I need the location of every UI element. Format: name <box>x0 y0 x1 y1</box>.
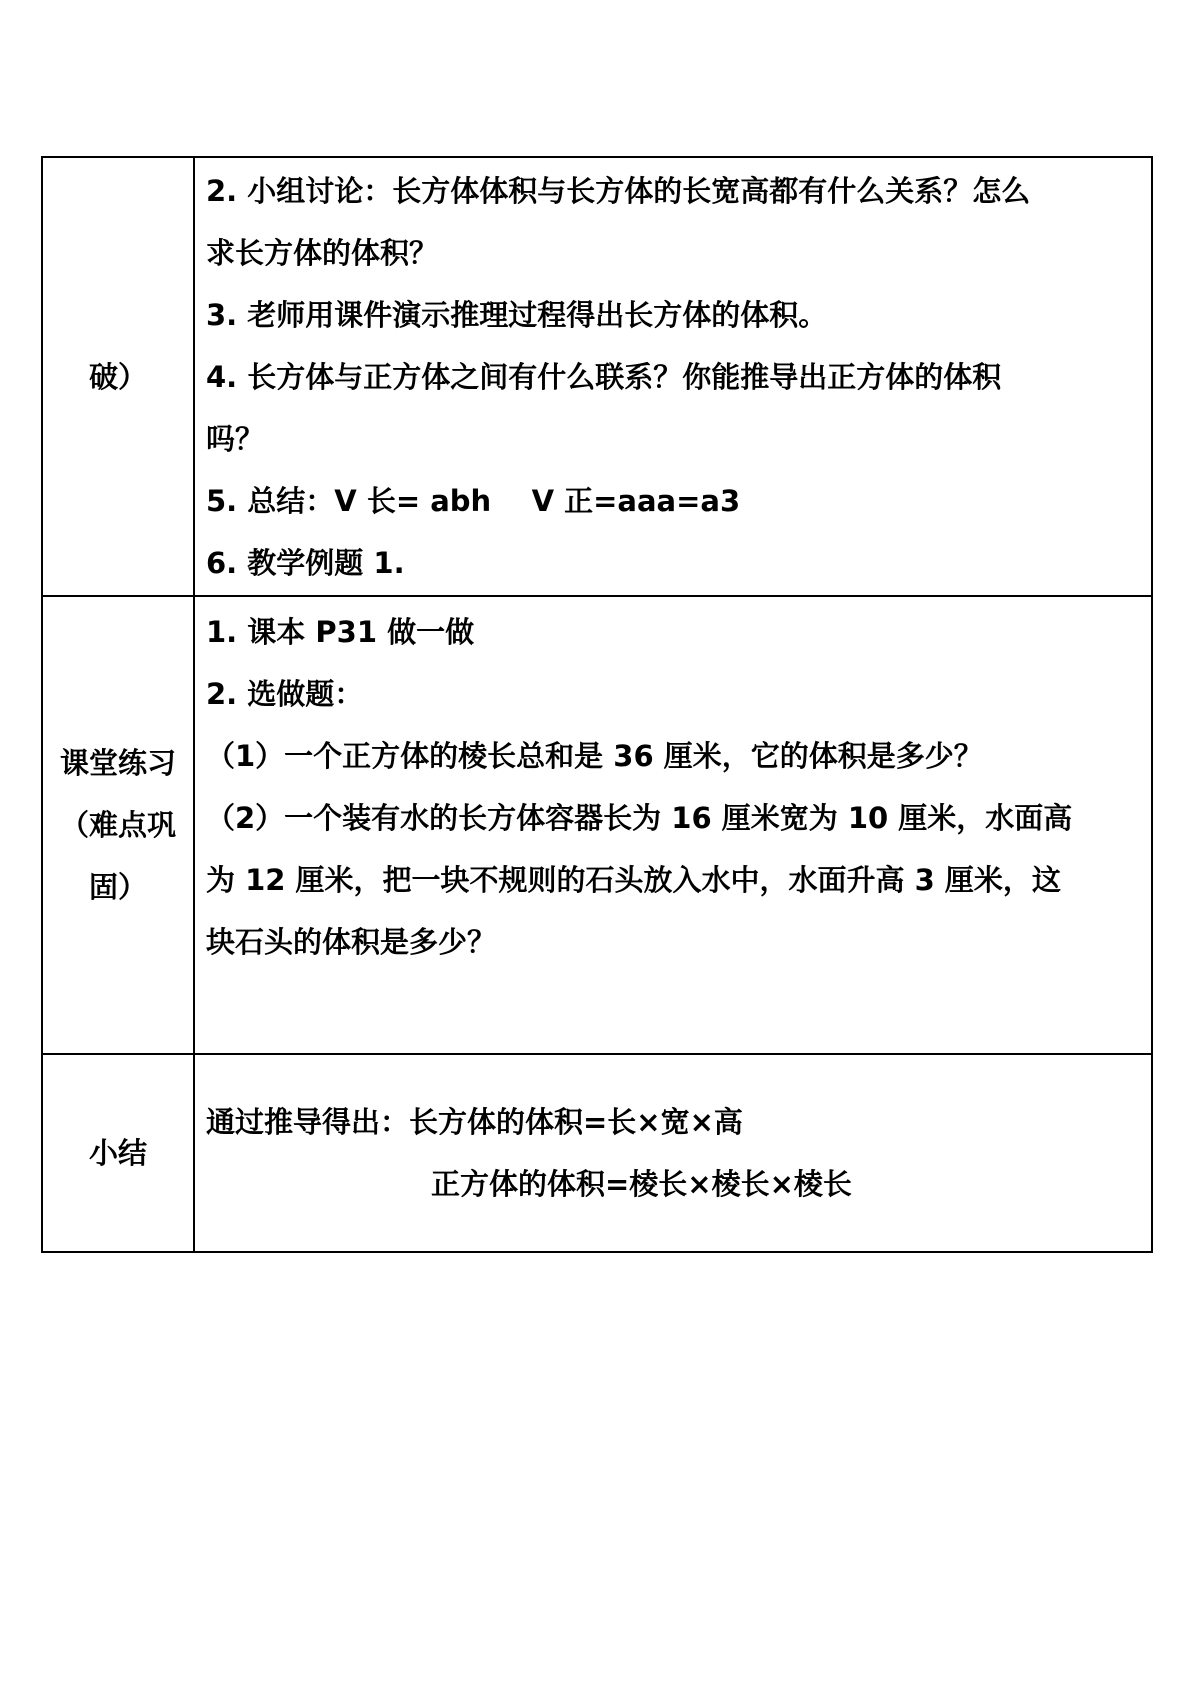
row-label-cell <box>42 1054 194 1252</box>
table-row <box>42 1054 1152 1252</box>
content-line: 4. 长方体与正方体之间有什么联系？你能推导出正方体的体积 <box>206 359 1002 394</box>
row-label: 课堂练习（难点巩固） <box>59 746 176 904</box>
content-line: 为 12 厘米，把一块不规则的石头放入水中，水面升高 3 厘米，这 <box>206 863 1061 897</box>
content-line: 2. 选做题： <box>206 677 364 711</box>
table-row <box>42 157 1152 596</box>
row-label: 破） <box>88 359 147 394</box>
row-label: 小结 <box>88 1136 147 1170</box>
content-line: （2）一个装有水的长方体容器长为 16 厘米宽为 10 厘米，水面高 <box>206 801 1073 835</box>
content-line: 6. 教学例题 1. <box>206 545 405 580</box>
content-line: 1. 课本 P31 做一做 <box>206 615 475 649</box>
row-label-cell <box>42 157 194 596</box>
content-line: 3. 老师用课件演示推理过程得出长方体的体积。 <box>206 297 828 332</box>
summary-line: 正方体的体积=棱长×棱长×棱长 <box>431 1167 852 1201</box>
row-content-cell <box>194 596 1152 1054</box>
table-row <box>42 596 1152 1054</box>
lesson-plan-table <box>41 156 1153 1253</box>
content-line: 求长方体的体积？ <box>206 235 439 270</box>
content-line: 2. 小组讨论：长方体体积与长方体的长宽高都有什么关系？怎么 <box>206 173 1031 208</box>
content-line: 吗？ <box>206 421 265 456</box>
content-line: 5. 总结：V 长= abh V 正=aaa=a3 <box>206 483 741 518</box>
content-line: （1）一个正方体的棱长总和是 36 厘米，它的体积是多少？ <box>206 739 983 773</box>
row-content-cell <box>194 157 1152 596</box>
content-line: 块石头的体积是多少？ <box>206 925 497 959</box>
summary-line: 通过推导得出：长方体的体积=长×宽×高 <box>206 1105 743 1139</box>
row-content-cell <box>194 1054 1152 1252</box>
row-label-cell <box>42 596 194 1054</box>
